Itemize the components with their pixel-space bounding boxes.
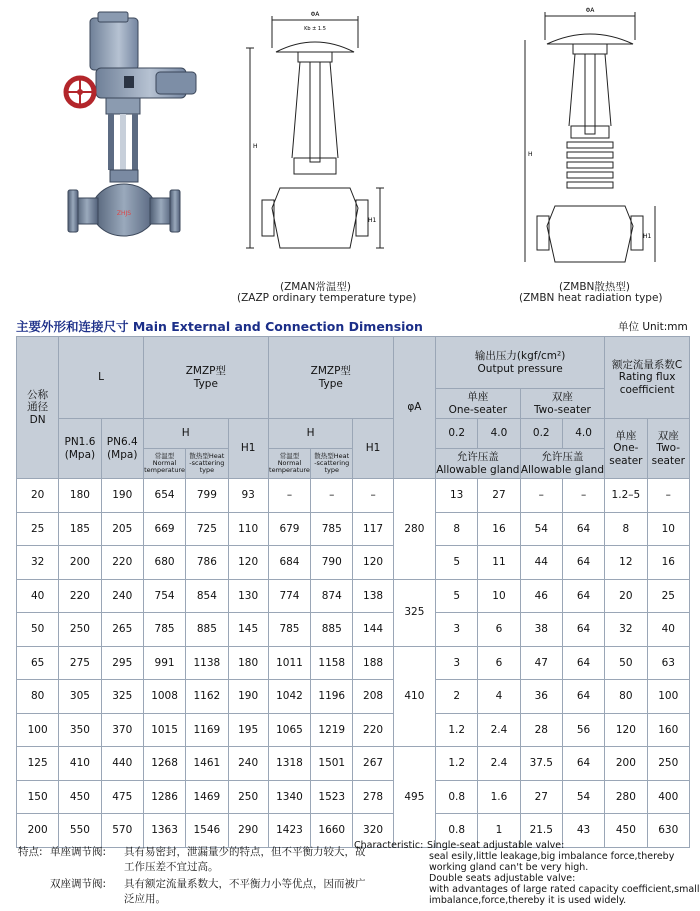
table-cell: 1.6 [478,780,520,814]
table-cell: 10 [647,512,689,546]
phi-a-cell: 410 [393,646,435,747]
table-cell: 46 [520,579,562,613]
table-cell: 11 [478,546,520,580]
zman-dim-sub: Kb ± 1.5 [304,26,326,32]
table-cell: – [353,479,393,513]
table-cell: 799 [186,479,228,513]
caption-zman-cn: (ZMAN常温型) [280,281,351,293]
notes-cn-double-label: 双座调节阀: [50,878,107,890]
table-cell: – [268,479,310,513]
table-row [17,579,690,613]
table-cell: 63 [647,646,689,680]
table-cell: 32 [605,613,647,647]
table-cell: 37.5 [520,747,562,781]
notes-en-double-1: with advantages of large rated capacity coefficient,small [429,884,700,895]
table-cell: 1162 [186,680,228,714]
notes-cn-double-1: 具有额定流量系数大，不平衡力小等优点，因而被广 [124,878,366,890]
table-cell: 854 [186,579,228,613]
allowable-gland-a: 允许压盖 Allowable gland [436,449,521,479]
table-cell: 36 [520,680,562,714]
rating-header: 额定流量系数C Rating flux coefficient [605,337,690,419]
table-cell: 1196 [311,680,353,714]
table-cell: 8 [605,512,647,546]
table-cell: 13 [436,479,478,513]
notes-cn-single-label: 单座调节阀: [50,846,107,858]
normal-temp-header-a: 常温型 Normal temperature [143,449,185,479]
section-title: 主要外形和连接尺寸 Main External and Connection Dimension [16,319,423,334]
table-cell: 400 [647,780,689,814]
table-cell: 205 [101,512,143,546]
table-cell: 160 [647,713,689,747]
normal-temp-header-b: 常温型 Normal temperature [268,449,310,479]
table-cell: 47 [520,646,562,680]
table-cell: 1138 [186,646,228,680]
one-seater-header: 单座 One-seater [436,389,521,419]
table-cell: 1158 [311,646,353,680]
table-cell: – [562,479,604,513]
rating-two-header: 双座 Two- seater [647,419,689,479]
table-cell: 1 [478,814,520,848]
table-cell: 250 [647,747,689,781]
two-seater-header: 双座 Two-seater [520,389,605,419]
phi-a-cell: 495 [393,747,435,848]
table-cell: 5 [436,579,478,613]
table-cell: 1318 [268,747,310,781]
table-cell: 54 [562,780,604,814]
table-cell: 200 [59,546,101,580]
table-cell: 16 [478,512,520,546]
zmzp-header-a: ZMZP型 Type [143,337,268,419]
h-header-a: H [143,419,228,449]
table-cell: 40 [647,613,689,647]
table-cell: 64 [562,680,604,714]
table-cell: 195 [228,713,268,747]
table-cell: 21.5 [520,814,562,848]
table-cell: 2.4 [478,713,520,747]
table-cell: 43 [562,814,604,848]
table-cell: 1423 [268,814,310,848]
heat-scatter-header-a: 散热型Heat -scattering type [186,449,228,479]
table-cell: 475 [101,780,143,814]
table-cell: 240 [101,579,143,613]
table-cell: 32 [17,546,59,580]
table-cell: 44 [520,546,562,580]
zmzp-header-b: ZMZP型 Type [268,337,393,419]
table-cell: 188 [353,646,393,680]
table-cell: 785 [311,512,353,546]
table-cell: 65 [17,646,59,680]
caption-zazp-en: (ZAZP ordinary temperature type) [237,292,417,304]
notes-en-single-2: working gland can't be very high. [429,862,589,873]
table-cell: 120 [605,713,647,747]
table-body [17,479,690,848]
table-cell: 680 [143,546,185,580]
unit-label: 单位 Unit:mm [618,321,688,333]
table-cell: 991 [143,646,185,680]
table-cell: 410 [59,747,101,781]
table-cell: 1011 [268,646,310,680]
table-cell: 120 [228,546,268,580]
pressure-3: 0.2 [520,419,562,449]
table-cell: 1219 [311,713,353,747]
table-cell: 80 [17,680,59,714]
notes-cn-single-2: 工作压差不宜过高。 [124,861,219,873]
pressure-1: 0.2 [436,419,478,449]
table-cell: 1469 [186,780,228,814]
table-cell: 550 [59,814,101,848]
table-cell: 64 [562,747,604,781]
dn-header: 公称 通径 DN [17,337,59,479]
table-cell: 267 [353,747,393,781]
table-cell: 190 [228,680,268,714]
table-cell: 220 [101,546,143,580]
table-cell: 117 [353,512,393,546]
table-cell: 208 [353,680,393,714]
table-row [17,646,690,680]
table-cell: 1363 [143,814,185,848]
figures-area [0,0,700,312]
table-cell: 290 [228,814,268,848]
table-cell: 240 [228,747,268,781]
table-row [17,747,690,781]
table-cell: 145 [228,613,268,647]
notes [0,840,700,911]
table-cell: 786 [186,546,228,580]
table-cell: 144 [353,613,393,647]
table-cell: 138 [353,579,393,613]
table-cell: 1015 [143,713,185,747]
notes-en-double: Double seats adjustable valve: [429,873,576,884]
table-cell: 185 [59,512,101,546]
table-cell: 1546 [186,814,228,848]
table-cell: 80 [605,680,647,714]
h-header-b: H [268,419,353,449]
table-cell: 6 [478,613,520,647]
table-cell: 790 [311,546,353,580]
table-cell: 16 [647,546,689,580]
zmbn-dim-h: H [528,151,533,158]
caption-zmbn-en: (ZMBN heat radiation type) [519,292,663,304]
zman-drawing [240,8,390,280]
table-cell: 450 [605,814,647,848]
table-cell: 1268 [143,747,185,781]
zmbn-dim-h1: H1 [643,233,652,240]
notes-cn-label: 特点: [18,846,43,858]
table-cell: 874 [311,579,353,613]
allowable-gland-b: 允许压盖 Allowable gland [520,449,605,479]
table-cell: 150 [17,780,59,814]
table-cell: 295 [101,646,143,680]
notes-en-single: Single-seat adjustable valve: [427,840,565,851]
phi-a-header: φA [393,337,435,479]
table-cell: 630 [647,814,689,848]
table-cell: 10 [478,579,520,613]
table-cell: 785 [143,613,185,647]
pn64-header: PN6.4 (Mpa) [101,419,143,479]
table-row [17,479,690,513]
table-cell: 2.4 [478,747,520,781]
table-cell: 190 [101,479,143,513]
pressure-2: 4.0 [478,419,520,449]
notes-en-single-1: seal esily,little leakage,big imbalance force,thereby [429,851,675,862]
phi-a-cell: 325 [393,579,435,646]
table-cell: 1042 [268,680,310,714]
table-cell: 50 [605,646,647,680]
table-cell: 20 [605,579,647,613]
table-row [17,613,690,647]
table-cell: 27 [520,780,562,814]
table-cell: 2 [436,680,478,714]
table-cell: 100 [647,680,689,714]
table-cell: 64 [562,546,604,580]
table-cell: 100 [17,713,59,747]
table-cell: 110 [228,512,268,546]
table-cell: 1008 [143,680,185,714]
table-cell: 20 [17,479,59,513]
table-cell: 1.2 [436,747,478,781]
table-cell: 885 [311,613,353,647]
table-cell: 570 [101,814,143,848]
table-cell: 250 [228,780,268,814]
notes-en-double-2: imbalance,force,thereby it is used widely. [429,895,627,906]
table-row [17,713,690,747]
table-cell: – [520,479,562,513]
table-cell: 679 [268,512,310,546]
zman-dim-h: H [253,143,258,150]
table-cell: 64 [562,646,604,680]
zmbn-dim-a: ΦA [585,7,595,14]
table-cell: 1461 [186,747,228,781]
heat-scatter-header-b: 散热型Heat -scattering type [311,449,353,479]
h1-header-a: H1 [228,419,268,479]
table-cell: 25 [647,579,689,613]
table-cell: 12 [605,546,647,580]
table-cell: 25 [17,512,59,546]
table-cell: 6 [478,646,520,680]
table-cell: 200 [17,814,59,848]
rating-one-header: 单座 One- seater [605,419,647,479]
table-cell: 180 [59,479,101,513]
notes-cn-single-1: 具有易密封，泄漏量少的特点，但不平衡力较大，故 [124,846,366,858]
table-cell: 1340 [268,780,310,814]
table-cell: 8 [436,512,478,546]
table-cell: 50 [17,613,59,647]
table-cell: 1065 [268,713,310,747]
svg-text:ZHJS: ZHJS [116,210,132,217]
table-row [17,680,690,714]
table-cell: 1169 [186,713,228,747]
table-cell: 54 [520,512,562,546]
table-row [17,780,690,814]
table-cell: 1523 [311,780,353,814]
table-cell: 0.8 [436,814,478,848]
phi-a-cell: 280 [393,479,435,580]
pn16-header: PN1.6 (Mpa) [59,419,101,479]
zman-dim-a: ΦA [310,11,320,18]
table-cell: 325 [101,680,143,714]
zmbn-drawing [515,6,665,282]
table-row [17,512,690,546]
table-cell: 1.2–5 [605,479,647,513]
notes-en-label: Characteristic: [354,840,424,851]
caption-zmbn-cn: (ZMBN散热型) [559,281,631,293]
table-cell: 3 [436,646,478,680]
table-cell: 885 [186,613,228,647]
table-cell: 27 [478,479,520,513]
valve-photo [60,10,210,260]
table-row [17,546,690,580]
table-cell: 64 [562,579,604,613]
table-cell: 56 [562,713,604,747]
table-cell: 40 [17,579,59,613]
table-cell: 28 [520,713,562,747]
table-cell: 370 [101,713,143,747]
table-cell: 130 [228,579,268,613]
table-cell: 125 [17,747,59,781]
l-header: L [59,337,144,419]
table-cell: 305 [59,680,101,714]
table-cell: 1286 [143,780,185,814]
h1-header-b: H1 [353,419,393,479]
table-cell: 3 [436,613,478,647]
table-cell: 250 [59,613,101,647]
pressure-4: 4.0 [562,419,604,449]
table-cell: 1501 [311,747,353,781]
table-cell: 684 [268,546,310,580]
table-cell: 320 [353,814,393,848]
table-cell: 754 [143,579,185,613]
table-cell: 1.2 [436,713,478,747]
table-cell: 0.8 [436,780,478,814]
table-cell: 725 [186,512,228,546]
table-cell: 275 [59,646,101,680]
table-cell: 93 [228,479,268,513]
notes-cn-double-2: 泛应用。 [124,893,166,905]
table-cell: 278 [353,780,393,814]
table-cell: 785 [268,613,310,647]
table-cell: 265 [101,613,143,647]
table-cell: 5 [436,546,478,580]
table-cell: 64 [562,512,604,546]
table-cell: 440 [101,747,143,781]
table-cell: 120 [353,546,393,580]
table-cell: – [647,479,689,513]
table-cell: – [311,479,353,513]
table-cell: 350 [59,713,101,747]
table-cell: 220 [353,713,393,747]
table-cell: 280 [605,780,647,814]
zman-dim-h1: H1 [368,217,377,224]
table-cell: 1660 [311,814,353,848]
dimension-table [16,336,690,848]
table-cell: 200 [605,747,647,781]
table-cell: 654 [143,479,185,513]
table-cell: 64 [562,613,604,647]
output-pressure-header: 输出压力(kgf/cm²) Output pressure [436,337,605,389]
table-cell: 450 [59,780,101,814]
table-cell: 220 [59,579,101,613]
table-cell: 669 [143,512,185,546]
table-cell: 180 [228,646,268,680]
table-cell: 38 [520,613,562,647]
table-cell: 774 [268,579,310,613]
table-cell: 4 [478,680,520,714]
